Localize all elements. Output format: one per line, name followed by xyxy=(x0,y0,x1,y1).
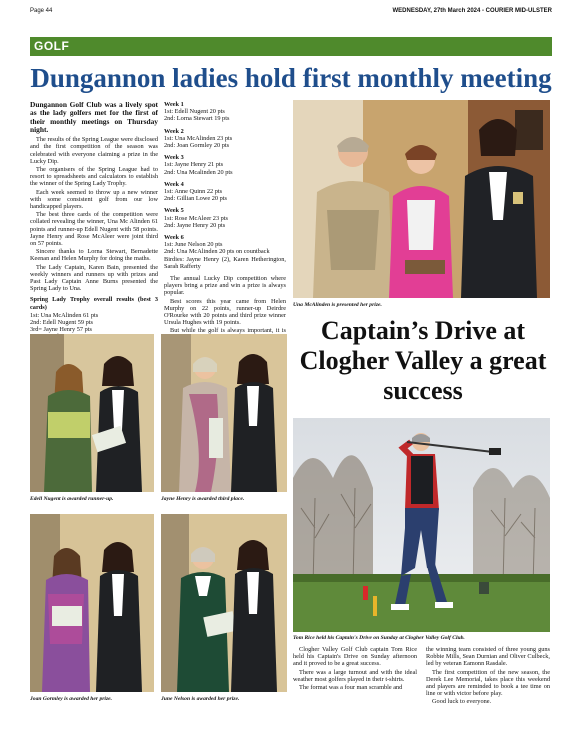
section-banner xyxy=(30,37,552,56)
week-line: 1st: Anne Quinn 22 pts xyxy=(164,188,223,196)
article-paragraph: The best three cards of the competition were collated revealing the winner, Una Mc Alinden 61 points and runner-up Edell Nugent with 58 points. Jayne Henry and Rose McAleer were joint third on 57 points. xyxy=(30,211,158,248)
overall-results-heading: Spring Lady Trophy overall results (best 3 cards) xyxy=(30,296,158,311)
week-title: Week 3 xyxy=(164,154,184,162)
week-line: 1st: June Nelson 20 pts xyxy=(164,241,223,249)
week-title: Week 2 xyxy=(164,127,184,135)
article-paragraph: the winning team consisted of three young guns Robbie Mills, Sean Durnian and Oliver Culbeck, led by veteran Eamonn Rasdale. xyxy=(426,646,550,668)
week-results xyxy=(164,154,286,176)
caption-jayne: Jayne Henry is awarded third place. xyxy=(161,496,245,502)
week-results xyxy=(164,207,286,229)
article-paragraph: Good luck to everyone. xyxy=(432,698,492,706)
article2-column-1 xyxy=(293,646,417,692)
week-line: 2nd: Jayne Henry 20 pts xyxy=(164,221,226,229)
dateline: WEDNESDAY, 27th March 2024 - COURIER MID-ULSTER xyxy=(392,8,552,14)
week-line: 1st: Jayne Henry 21 pts xyxy=(164,161,224,169)
caption-main: Una McAlinden is presented her prize. xyxy=(293,302,382,308)
article-paragraph: Sincere thanks to Lorna Stewart, Bernadette Keenan and Helen Murphy for doing the maths. xyxy=(30,248,158,263)
article2-column-2 xyxy=(426,646,550,707)
week-results xyxy=(164,128,286,150)
caption-joan: Joan Gormley is awarded her prize. xyxy=(30,696,113,702)
photo-edell-nugent xyxy=(30,334,154,492)
week-line: 2nd: Gillian Lowe 20 pts xyxy=(164,195,227,203)
caption-june: June Nelson is awarded her prize. xyxy=(161,696,240,702)
week-line: Birdies: Jayne Henry (2), Karen Hetherington, Sarah Rafferty xyxy=(164,255,286,270)
week-title: Week 6 xyxy=(164,234,184,242)
week-title: Week 1 xyxy=(164,101,184,108)
photo-joan-gormley xyxy=(30,514,154,692)
article-paragraph: The first competition of the new season, the Derek Lee Memorial, takes place this weekend and players are reminded to book a tee time on line or with victor before play. xyxy=(426,668,550,698)
week-line: 1st: Una McAlinden 23 pts xyxy=(164,134,233,142)
article-paragraph: The format was a four man scramble and xyxy=(299,684,403,692)
caption-edell: Edell Nugent is awarded runner-up. xyxy=(30,496,114,502)
week-title: Week 5 xyxy=(164,207,184,215)
week-line: 2nd: Una McAlinden 20 pts on countback xyxy=(164,248,270,256)
photo-jayne-henry xyxy=(161,334,287,492)
page-header xyxy=(30,6,552,16)
article-paragraph: But while the golf is always important, it is xyxy=(170,327,286,335)
article-lead: Dungannon Golf Club was a lively spot as the lady golfers met for the first of their monthly meetings on Thursday night. xyxy=(30,100,158,134)
week-title: Week 4 xyxy=(164,180,184,188)
photo-june-nelson xyxy=(161,514,287,692)
article-paragraph: Each week seemed to throw up a new winner with some consistent golf from our low handicapped players. xyxy=(30,188,158,211)
main-headline: Dungannon ladies hold first monthly meeting xyxy=(30,63,552,93)
article-paragraph: The annual Lucky Dip competition where players bring a prize and win a prize is always popular. xyxy=(164,275,286,297)
page-number: Page 44 xyxy=(30,8,53,14)
result-line: 1st: Una McAlinden 61 pts xyxy=(30,311,99,319)
result-line: 3rd= Jayne Henry 57 pts xyxy=(30,326,92,334)
article-paragraph: The results of the Spring League were disclosed and the first competition of the season was celebrated with everyone claiming a prize in the Lucky Dip. xyxy=(30,136,158,165)
week-line: 1st: Edell Nugent 20 pts xyxy=(164,108,225,116)
week-line: 1st: Rose McAleer 23 pts xyxy=(164,214,229,222)
section-label: GOLF xyxy=(34,39,70,53)
secondary-headline: Captain’s Drive at Clogher Valley a great success xyxy=(299,316,547,405)
week-line: 2nd: Joan Gormley 20 pts xyxy=(164,142,230,150)
article-paragraph: Best scores this year came from Helen Murphy on 22 points, runner-up Deirdre O'Rourke with 20 points and third prize winner Ursula Hughes with 19 points. xyxy=(164,297,286,327)
article-paragraph: There was a large turnout and with the ideal weather most golfers played in their t-shirts. xyxy=(293,668,417,683)
article-column-1 xyxy=(30,101,158,341)
photo-una-mcalinden xyxy=(293,100,550,298)
week-results xyxy=(164,181,286,203)
article-paragraph: The Lady Captain, Karen Bain, presented the weekly winners and runners up with prizes and Past Lady Captain Anne Burns presented the Spring Lady to Una. xyxy=(30,263,158,293)
caption-golf: Tom Rice held his Captain's Drive on Sunday at Clogher Valley Golf Club. xyxy=(293,635,465,641)
week-results xyxy=(164,234,286,270)
article-paragraph: Clogher Valley Golf Club captain Tom Rice held his Captain's Drive on Sunday afternoon and it proved to be a great success. xyxy=(293,646,417,668)
week-line: 2nd: Lorna Stewart 19 pts xyxy=(164,115,230,123)
photo-tom-rice-drive xyxy=(293,418,550,632)
article-column-2 xyxy=(164,101,286,357)
week-results xyxy=(164,101,286,123)
week-line: 2nd: Una Mcalinden 20 pts xyxy=(164,168,233,176)
article-paragraph: The organisers of the Spring League had to resort to spreadsheets and calculators to establish the winner of the Spring Lady Trophy. xyxy=(30,166,158,188)
result-line: 2nd: Edell Nugent 59 pts xyxy=(30,319,93,327)
